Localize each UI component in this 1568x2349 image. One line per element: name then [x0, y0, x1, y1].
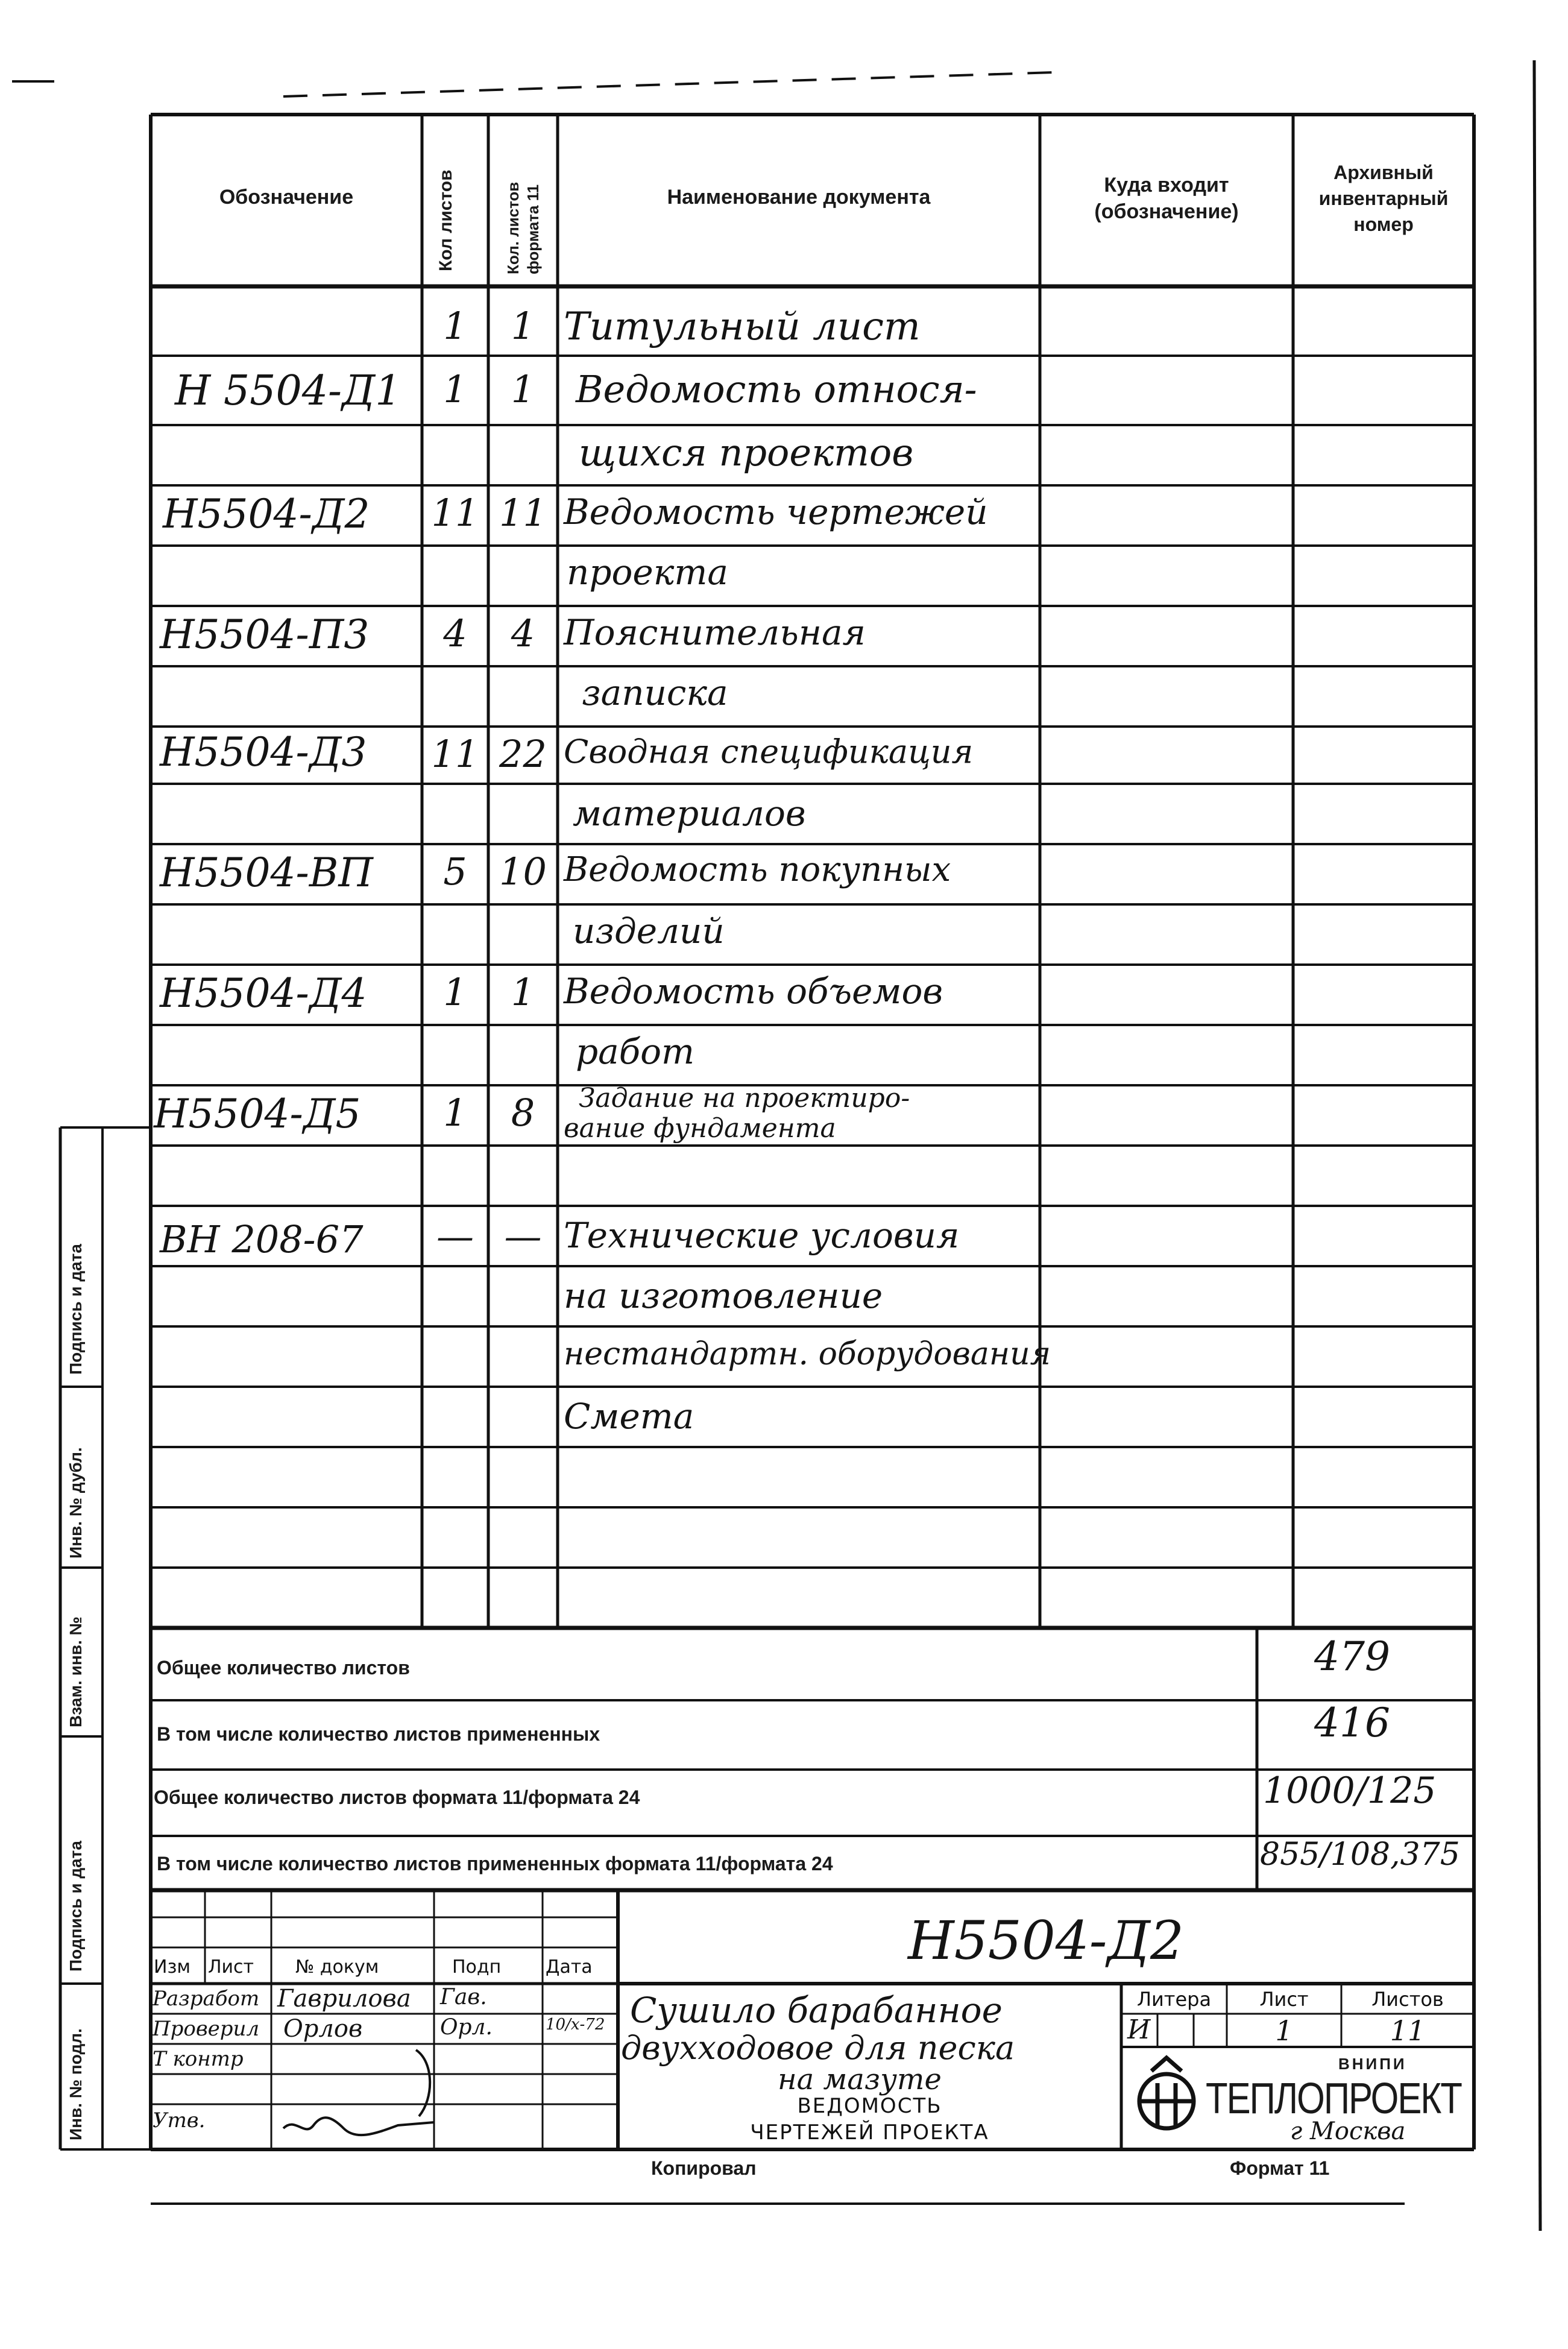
row-name: Титульный лист: [564, 304, 921, 349]
row-format-sheets: 1: [511, 304, 535, 348]
row-format-sheets: 22: [499, 732, 547, 776]
header-designation: Обозначение: [219, 186, 354, 209]
row-name: Ведомость покупных: [564, 850, 951, 889]
row-name: проекта: [567, 552, 728, 593]
row-name: нестандартн. оборудования: [564, 1336, 1051, 1372]
row-sheets: —: [436, 1214, 474, 1258]
row-name: Пояснительная: [564, 612, 866, 653]
total-label: Общее количество листов формата 11/формата 24: [154, 1786, 640, 1808]
row-code: Н5504-Д2: [163, 491, 370, 537]
person-name: Гаврилова: [277, 1985, 411, 2013]
row-code: Н5504-П3: [160, 611, 370, 658]
header-sheet-count: Кол листов: [436, 169, 456, 271]
bracket-mark: [410, 2044, 446, 2128]
row-code: Н5504-Д5: [154, 1091, 361, 1137]
row-name: вание фундамента: [564, 1113, 836, 1144]
row-code: ВН 208-67: [160, 1217, 364, 1261]
title-line: двухходовое для песка: [621, 2029, 1015, 2067]
row-name: Задание на проектиро-: [579, 1083, 910, 1114]
row-name: Ведомость объемов: [564, 971, 943, 1012]
row-format-sheets: 8: [511, 1091, 535, 1135]
row-sheets: 4: [443, 611, 467, 655]
header-sheet-count-format: Кол. листов формата 11: [504, 181, 542, 274]
role-label: Проверил: [153, 2017, 260, 2041]
row-format-sheets: 1: [511, 970, 535, 1014]
row-name: Сводная спецификация: [564, 733, 974, 771]
row-name: материалов: [573, 793, 806, 834]
sheets-value: 11: [1390, 2014, 1426, 2047]
side-label: Инв. № дубл.: [66, 1447, 85, 1559]
row-name: Ведомость относя-: [576, 367, 977, 411]
person-name: Орлов: [283, 2015, 363, 2043]
row-name: Технические условия: [564, 1215, 960, 1256]
row-name: записка: [582, 672, 728, 713]
role-label: Разработ: [153, 1987, 260, 2011]
total-value: 855/108,375: [1260, 1837, 1460, 1873]
title-printed: ЧЕРТЕЖЕЙ ПРОЕКТА: [750, 2120, 989, 2145]
row-name: Ведомость чертежей: [564, 491, 988, 532]
row-sheets: 1: [443, 1091, 467, 1135]
signature: Гав.: [440, 1985, 487, 2010]
row-sheets: 11: [431, 732, 479, 776]
org-small: ВНИПИ: [1338, 2055, 1407, 2073]
title-printed: ВЕДОМОСТЬ: [797, 2094, 942, 2118]
doc-code: Н5504-Д2: [908, 1909, 1184, 1972]
row-name: работ: [576, 1031, 695, 1072]
side-label: Подпись и дата: [66, 1841, 85, 1972]
copied-label: Копировал: [651, 2157, 757, 2179]
teploproekt-logo-icon: [1127, 2053, 1206, 2143]
role-label: Утв.: [153, 2108, 206, 2133]
row-format-sheets: 1: [511, 367, 535, 411]
row-sheets: 1: [443, 367, 467, 411]
row-sheets: 11: [431, 491, 479, 535]
title-line: Сушило барабанное: [630, 1990, 1003, 2031]
sheets-label: Листов: [1371, 1988, 1444, 2011]
total-label: В том числе количество листов примененных формата 11/формата 24: [157, 1853, 833, 1874]
row-code: Н5504-Д4: [160, 970, 367, 1017]
header-doc-name: Наименование документа: [667, 186, 931, 209]
row-code: Н5504-ВП: [160, 850, 373, 896]
city: г Москва: [1290, 2117, 1406, 2145]
total-value: 416: [1314, 1700, 1390, 1746]
date-value: 10/х-72: [546, 2016, 605, 2034]
format-label: Формат 11: [1230, 2157, 1330, 2179]
row-format-sheets: 11: [499, 491, 547, 535]
total-value: 479: [1314, 1633, 1390, 1680]
sheet-label: Лист: [1259, 1988, 1309, 2011]
col-header: Лист: [208, 1956, 254, 1978]
litera-label: Литера: [1136, 1988, 1212, 2011]
org-name: ТЕПЛОПРОЕКТ: [1206, 2074, 1461, 2123]
row-sheets: 1: [443, 970, 467, 1014]
role-label: Т контр: [153, 2047, 244, 2071]
row-code: Н5504-Д3: [160, 729, 367, 775]
header-where-used: Куда входит (обозначение): [1094, 174, 1239, 224]
row-sheets: 5: [443, 850, 467, 894]
col-header: № докум: [295, 1956, 379, 1978]
total-label: Общее количество листов: [157, 1657, 410, 1679]
row-name: изделий: [573, 910, 725, 951]
title-line: на мазуте: [778, 2063, 942, 2096]
side-label: Инв. № подл.: [66, 2028, 85, 2140]
side-label: Подпись и дата: [66, 1244, 85, 1375]
col-header: Изм: [154, 1956, 191, 1978]
row-sheets: 1: [443, 304, 467, 348]
row-name: щихся проектов: [579, 430, 914, 475]
total-label: В том числе количество листов примененных: [157, 1723, 600, 1745]
row-name: на изготовление: [564, 1275, 883, 1316]
side-label: Взам. инв. №: [66, 1616, 85, 1727]
row-format-sheets: 4: [511, 611, 535, 655]
total-value: 1000/125: [1263, 1770, 1437, 1812]
col-header: Подп: [452, 1956, 502, 1978]
row-format-sheets: —: [504, 1214, 542, 1258]
litera-value: И: [1127, 2014, 1151, 2045]
col-header: Дата: [546, 1956, 593, 1978]
header-archive: Архивный инвентарный номер: [1318, 162, 1449, 236]
row-format-sheets: 10: [499, 850, 547, 894]
sheet-value: 1: [1275, 2014, 1293, 2047]
signature: Орл.: [440, 2015, 493, 2040]
row-code: Н 5504-Д1: [175, 367, 401, 415]
row-name: Смета: [564, 1396, 694, 1437]
